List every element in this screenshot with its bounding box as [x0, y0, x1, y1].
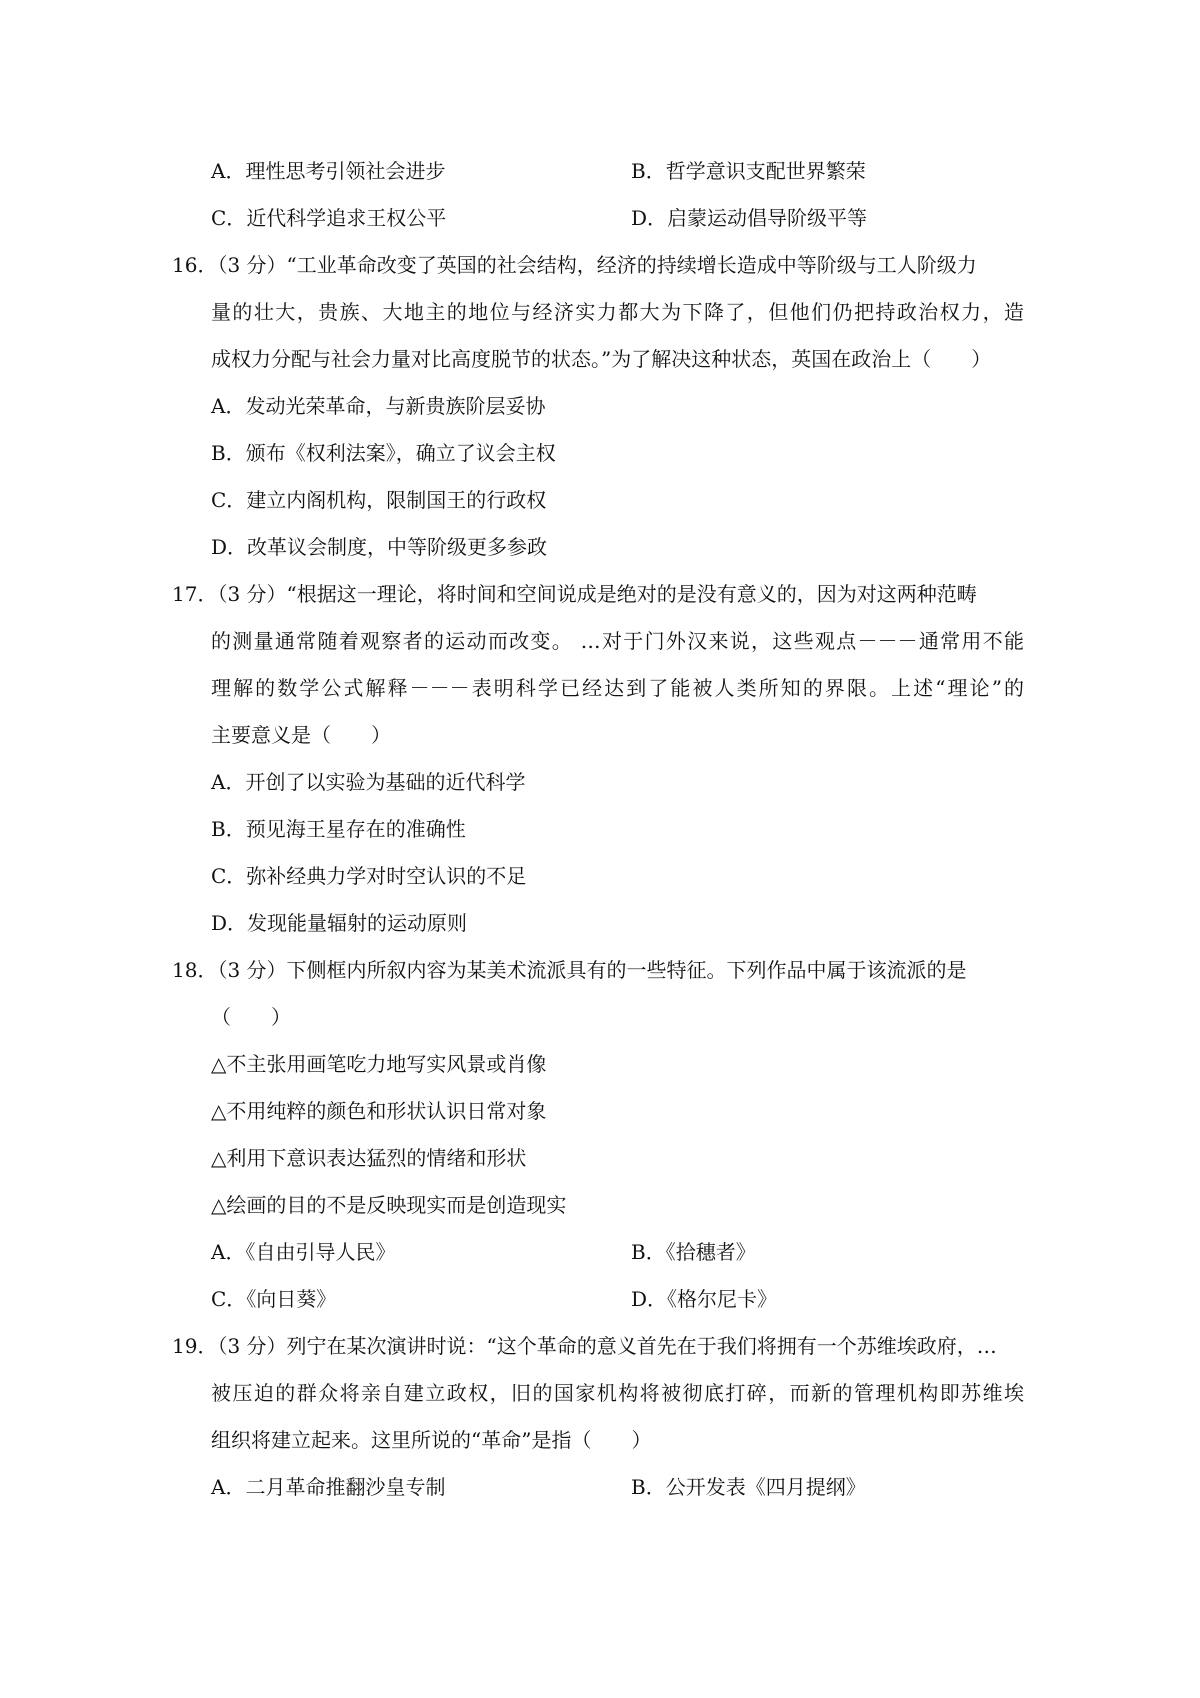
q18-option-c: C．《向日葵》	[211, 1287, 337, 1311]
q16-option-a: A．发动光荣革命，与新贵族阶层妥协	[211, 394, 546, 418]
q16-option-b: B．颁布《权利法案》，确立了议会主权	[211, 441, 556, 465]
q17-option-b: B．预见海王星存在的准确性	[211, 817, 466, 841]
q19-stem-line: 19．（3 分）列宁在某次演讲时说：“这个革命的意义首先在于我们将拥有一个苏维埃政府，…	[172, 1334, 997, 1358]
q15-option-b: B．哲学意识支配世界繁荣	[631, 159, 866, 183]
q16-stem-line: 成权力分配与社会力量对比高度脱节的状态。”为了解决这种状态，英国在政治上（ ）	[211, 347, 992, 371]
q15-option-a: A．理性思考引领社会进步	[211, 159, 446, 183]
q18-option-b: B．《拾穗者》	[631, 1240, 756, 1264]
q16-stem-line: 16．（3 分）“工业革命改变了英国的社会结构，经济的持续增长造成中等阶级与工人阶级力	[172, 253, 977, 277]
q17-option-c: C．弥补经典力学对时空认识的不足	[211, 864, 527, 888]
q18-option-row	[0, 1275, 1200, 1323]
q18-feature: △绘画的目的不是反映现实而是创造现实	[211, 1193, 567, 1217]
q17-option-d: D．发现能量辐射的运动原则	[211, 911, 468, 935]
q16-option-d: D．改革议会制度，中等阶级更多参政	[211, 535, 548, 559]
q17-stem-line: 主要意义是（ ）	[211, 723, 391, 747]
q18-stem-line: （ ）	[211, 1005, 291, 1029]
q19-option-b: B．公开发表《四月提纲》	[631, 1475, 866, 1499]
q17-stem-line: 理解的数学公式解释－－－表明科学已经达到了能被人类所知的界限。上述“理论”的	[211, 676, 1024, 700]
q17-stem-line: 17．（3 分）“根据这一理论，将时间和空间说成是绝对的是没有意义的，因为对这两种范畴	[172, 582, 977, 606]
q15-option-d: D．启蒙运动倡导阶级平等	[631, 206, 868, 230]
q15-option-row	[0, 194, 1200, 242]
q18-feature: △不主张用画笔吃力地写实风景或肖像	[211, 1052, 547, 1076]
q16-stem-line: 量的壮大，贵族、大地主的地位与经济实力都大为下降了，但他们仍把持政治权力，造	[211, 300, 1024, 324]
q18-option-row	[0, 1228, 1200, 1276]
q18-option-a: A．《自由引导人民》	[211, 1240, 396, 1264]
q18-feature: △不用纯粹的颜色和形状认识日常对象	[211, 1099, 547, 1123]
q19-option-row	[0, 1463, 1200, 1511]
q16-option-c: C．建立内阁机构，限制国王的行政权	[211, 488, 547, 512]
q15-option-c: C．近代科学追求王权公平	[211, 206, 447, 230]
q17-stem-line: 的测量通常随着观察者的运动而改变。 …对于门外汉来说，这些观点－－－通常用不能	[211, 629, 1024, 653]
q18-feature: △利用下意识表达猛烈的情绪和形状	[211, 1146, 527, 1170]
q17-option-a: A．开创了以实验为基础的近代科学	[211, 770, 526, 794]
q19-stem-line: 组织将建立起来。这里所说的“革命”是指（ ）	[211, 1428, 652, 1452]
q19-stem-line: 被压迫的群众将亲自建立政权，旧的国家机构将被彻底打碎，而新的管理机构即苏维埃	[211, 1381, 1024, 1405]
q18-option-d: D．《格尔尼卡》	[631, 1287, 778, 1311]
q18-stem-line: 18．（3 分）下侧框内所叙内容为某美术流派具有的一些特征。下列作品中属于该流派的是	[172, 958, 967, 982]
q19-option-a: A．二月革命推翻沙皇专制	[211, 1475, 446, 1499]
q15-option-row	[0, 147, 1200, 195]
